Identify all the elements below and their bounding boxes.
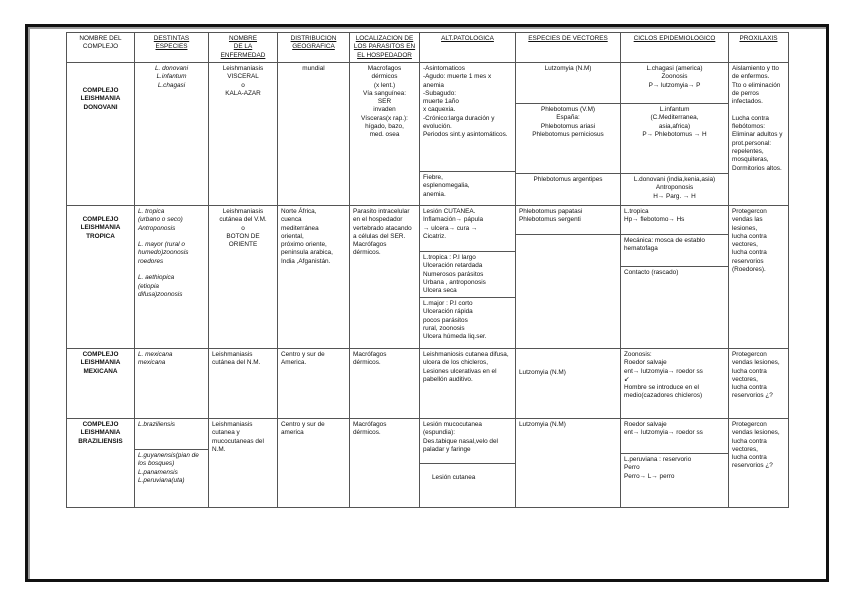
row-tropica-enfermedad: Leishmaniasis cutánea del V.M. o BOTON DE ORIENTE — [208, 205, 278, 349]
row-tropica-vector-1: Phlebotomus papatasi Phlebotomus sergenti — [515, 205, 621, 235]
row-braziliensis-vector: Lutzomyia (N.M) — [515, 418, 621, 508]
header-complejo: NOMBRE DEL COMPLEJO — [66, 32, 135, 63]
row-braziliensis-enfermedad: Leishmaniasis cutanea y mucocutaneas del N.M. — [208, 418, 278, 508]
header-alt-patologica: ALT.PATOLOGICA — [419, 32, 516, 63]
row-braziliensis-especies-2: L.guyanensis(pian de los bosques) L.panamensis L.peruviana(uta) — [134, 449, 209, 508]
row-braziliensis-alt-2: Lesión cutanea — [419, 463, 516, 508]
row-donovani-profilaxis: Aislamiento y tto de enfermos. Tto o eliminación de perros infectados. Lucha contra flebótomos: Eliminar adultos y prot.personal: repelentes, mosquiteras, Dormitorios altos. — [728, 62, 789, 206]
row-tropica-distribucion: Norte África, cuenca mediterránea oriental, próximo oriente, peninsula arabica, India ,Afganistán. — [277, 205, 350, 349]
row-tropica-vector-empty — [515, 234, 621, 349]
row-donovani-especies: L. donovani L.infantum L.chagasi — [134, 62, 209, 206]
row-tropica-alt-1: Lesión CUTANEA. Inflamación→ pápula → ulcera→ cura → Cicatriz. — [419, 205, 516, 252]
row-tropica-ciclo-1: L.tropica Hp→ flebotomo→ Hs — [620, 205, 729, 235]
row-donovani-vector-2: Phlebotomus (V.M) España: Phlebotomus ariasi Phlebotomus perniciosus — [515, 103, 621, 174]
row-mexicana-complejo: COMPLEJO LEISHMANIA MEXICANA — [66, 348, 135, 419]
header-ciclos: CICLOS EPIDEMIOLOGICO — [620, 32, 729, 63]
row-donovani-vector-1: Lutzomyia (N.M) — [515, 62, 621, 104]
row-braziliensis-especies-1: L.braziliensis — [134, 418, 209, 450]
row-mexicana-enfermedad: Leishmaniasis cutánea del N.M. — [208, 348, 278, 419]
row-mexicana-especies: L. mexicana mexicana — [134, 348, 209, 419]
row-mexicana-localizacion: Macrófagos dérmicos. — [349, 348, 420, 419]
row-tropica-complejo: COMPLEJO LEISHMANIA TROPICA — [66, 205, 135, 349]
row-braziliensis-ciclo-2: L.peruviana : reservorio Perro Perro→ L→ perro — [620, 453, 729, 508]
header-enfermedad: NOMBRE DE LA ENFERMEDAD — [208, 32, 278, 63]
row-donovani-ciclo-1: L.chagasi (america) Zoonosis P→ lutzomyia→ P — [620, 62, 729, 104]
row-donovani-ciclo-2: L.infantum (C.Mediterranea, asia,africa) P→ Phlebotomus → H — [620, 103, 729, 174]
row-tropica-profilaxis: Protegercon vendas las lesiones, lucha contra vectores, lucha contra reservorios (Roedores). — [728, 205, 789, 349]
row-donovani-localizacion: Macrofagos dérmicos (x lent.) Vía sanguínea: SER invaden Vísceras(x rap.): hígado, bazo, med. osea — [349, 62, 420, 206]
header-localizacion: LOCALIZACION DE LOS PARASITOS EN EL HOSPEDADOR — [349, 32, 420, 63]
header-vectores: ESPECIES DE VECTORES — [515, 32, 621, 63]
row-tropica-ciclo-2: Mecánica: mosca de establo hematofaga — [620, 234, 729, 267]
row-braziliensis-localizacion: Macrófagos dérmicos. — [349, 418, 420, 508]
row-tropica-especies: L. tropica (urbano o seco) Antroponosis L. mayor (rural o humedo)zoonosis roedores L. aethiopica (etiopia difusa)zoonosis — [134, 205, 209, 349]
header-especies: DESTINTAS ESPECIES — [134, 32, 209, 63]
row-mexicana-profilaxis: Protegercon vendas lesiones, lucha contra vectores, lucha contra reservorios ¿? — [728, 348, 789, 419]
row-donovani-ciclo-3: L.donovani (india,kenia,asia) Antroponosis H→ Parg. → H — [620, 173, 729, 206]
row-braziliensis-ciclo-1: Roedor salvaje ent→ lutzomyia→ roedor ss — [620, 418, 729, 454]
row-donovani-alt-2: Fiebre, esplenomegalia, anemia. — [419, 171, 516, 206]
row-tropica-localizacion: Parasito intracelular en el hospedador vertebrado atacando a células del SER. Macrófagos dérmicos. — [349, 205, 420, 349]
row-braziliensis-complejo: COMPLEJO LEISHMANIA BRAZILIENSIS — [66, 418, 135, 508]
row-mexicana-vector: Lutzomyia (N.M) — [515, 348, 621, 419]
row-braziliensis-alt-1: Lesión mucocutanea (espundia): Des.tabique nasal,velo del paladar y faringe — [419, 418, 516, 464]
row-tropica-ciclo-3: Contacto (rascado) — [620, 266, 729, 349]
row-donovani-alt-1: -Asintomaticos -Agudo: muerte 1 mes x anemia -Subagudo: muerte 1año x caquexia. -Crónico:larga duración y evolución. Periodos sint.y asintomáticos. — [419, 62, 516, 172]
row-donovani-complejo: COMPLEJO LEISHMANIA DONOVANI — [66, 62, 135, 206]
row-tropica-alt-2: L.tropica : P.I largo Ulceración retardada Numerosos parásitos Urbana , antroponosis Ulcera seca — [419, 251, 516, 298]
row-donovani-distribucion: mundial — [277, 62, 350, 206]
row-tropica-alt-3: L.major : P.I corto Ulceración rápida pocos parásitos rural, zoonosis Ulcera húmeda liq.ser. — [419, 297, 516, 349]
row-donovani-vector-3: Phlebotomus argentipes — [515, 173, 621, 206]
row-braziliensis-distribucion: Centro y sur de america — [277, 418, 350, 508]
row-mexicana-ciclo: Zoonosis: Roedor salvaje ent→ lutzomyia→ roedor ss ↙ Hombre se introduce en el medio(cazadores chicleros) — [620, 348, 729, 419]
header-profilaxis: PROXILAXIS — [728, 32, 789, 63]
row-braziliensis-profilaxis: Protegercon vendas lesiones, lucha contra vectores, lucha contra reservorios ¿? — [728, 418, 789, 508]
row-donovani-enfermedad: Leishmaniasis VISCERAL o KALA-AZAR — [208, 62, 278, 206]
row-mexicana-distribucion: Centro y sur de America. — [277, 348, 350, 419]
header-distribucion: DISTRIBUCION GEOGRAFICA — [277, 32, 350, 63]
row-mexicana-alt: Leishmaniosis cutanea difusa, ulcera de los chicleros, Lesiones ulcerativas en el pabellón auditivo. — [419, 348, 516, 419]
